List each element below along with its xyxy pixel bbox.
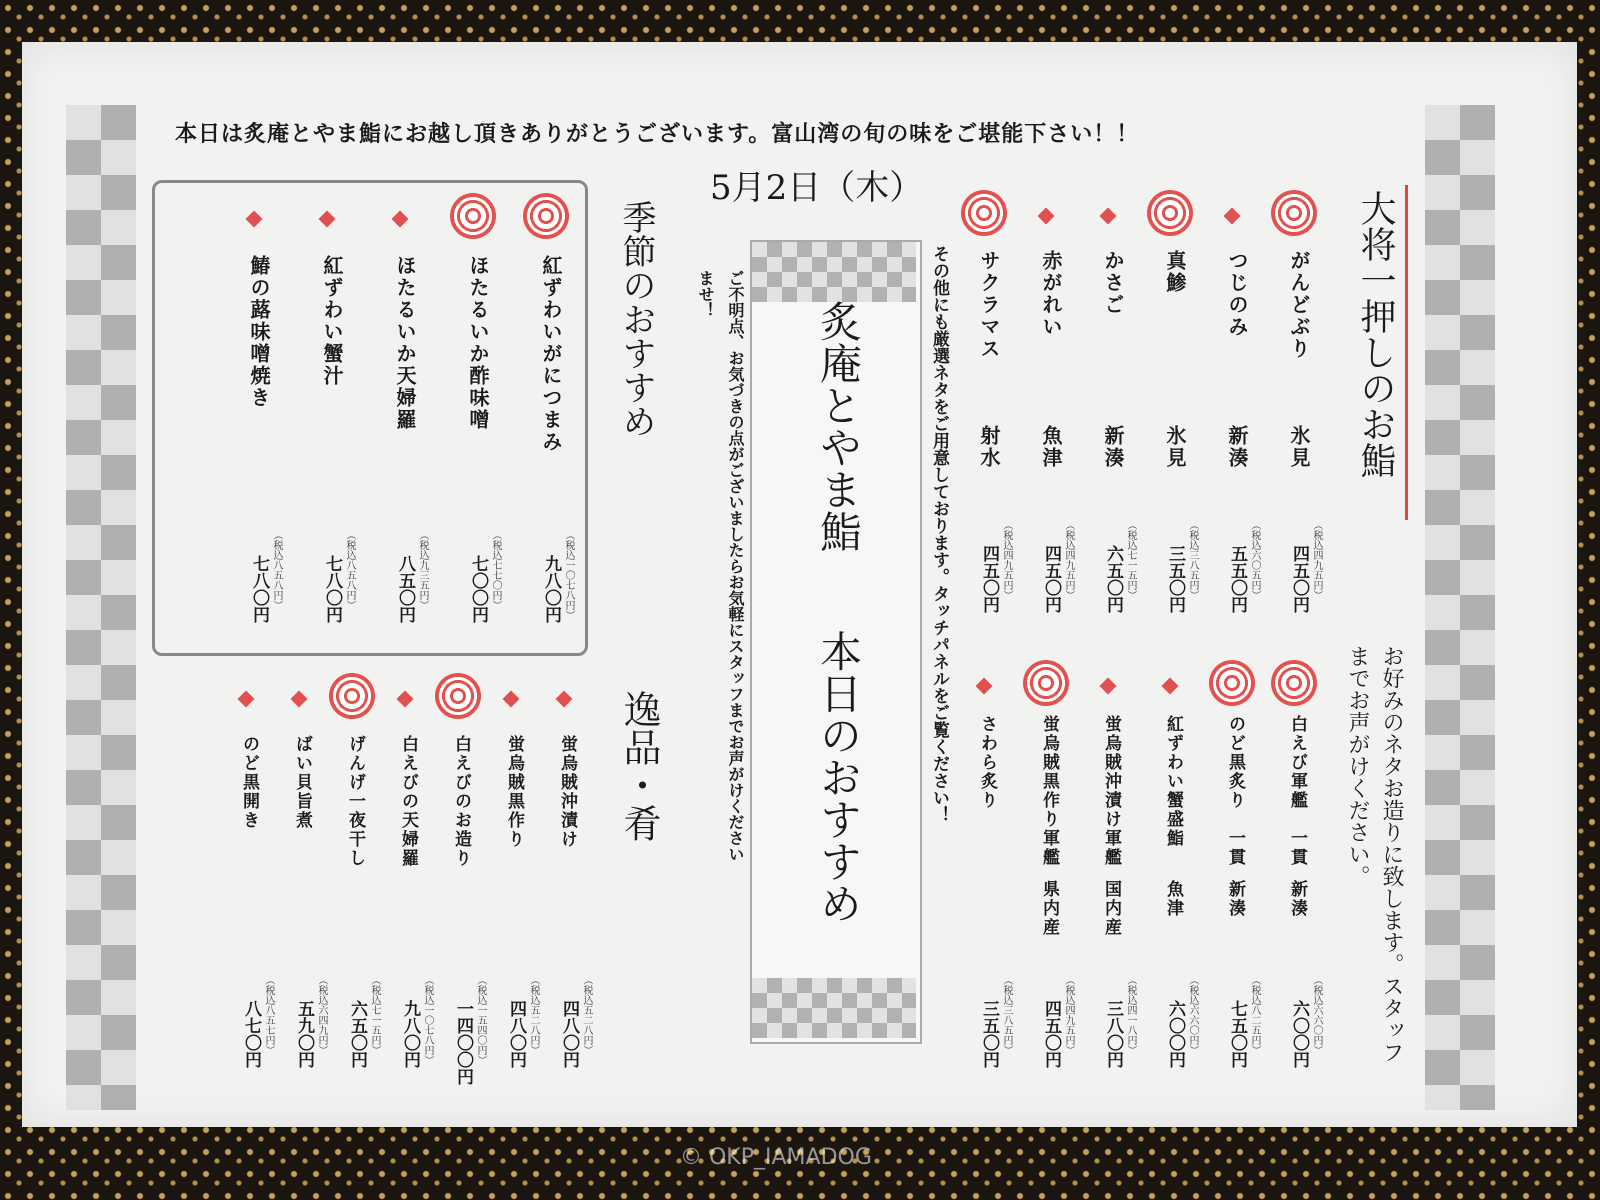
menu-item-origin: 魚津 (1039, 425, 1063, 469)
recommend-swirl-icon (435, 673, 481, 719)
menu-item-tax-price: （税込四九五円） (1063, 975, 1074, 1055)
menu-item-origin: 県内産 (1039, 880, 1059, 937)
menu-item-price: 七〇〇円 (468, 555, 488, 623)
menu-item-price: 六五〇円 (1103, 545, 1123, 613)
menu-item-origin: 射水 (977, 425, 1001, 469)
menu-item-name: 蛍烏賊黒作り (504, 735, 524, 849)
watermark: © OKP_IAMADOG (680, 1145, 872, 1170)
menu-item-name: 蛍烏賊黒作り軍艦 (1039, 715, 1059, 867)
menu-item-origin: 新湊 (1101, 425, 1125, 469)
menu-item-tax-price: （税込五二八円） (581, 975, 592, 1055)
menu-item-origin: 国内産 (1101, 880, 1121, 937)
menu-item-name: 蛍烏賊沖漬け軍艦 (1101, 715, 1121, 867)
menu-item-name: げんげ一夜干し (345, 735, 365, 868)
menu-item-name: 紅ずわい蟹汁 (320, 255, 344, 387)
menu-item-tax-price: （税込六六〇円） (1187, 975, 1198, 1055)
menu-item-tax-price: （税込三八五円） (1187, 520, 1198, 600)
left-checker-border (66, 105, 136, 1110)
menu-item-origin: 新湊 (1225, 880, 1245, 918)
menu-item-price: 六〇〇円 (1289, 1000, 1309, 1068)
menu-item-tax-price: （税込八五八円） (344, 530, 355, 610)
menu-item-origin: 新湊 (1225, 425, 1249, 469)
menu-item-price: 七八〇円 (322, 555, 342, 623)
menu-item-price: 一四〇〇円 (453, 1000, 473, 1085)
menu-item-name: 真鯵 (1163, 250, 1187, 294)
menu-item-price: 三五〇円 (1165, 545, 1185, 613)
greeting-banner: 本日は炙庵とやま鮨にお越し頂きありがとうございます。富山湾の旬の味をご堪能下さい！！ (175, 121, 1140, 147)
menu-item-price: 七五〇円 (1227, 1000, 1247, 1068)
menu-item-name: さわら炙り (977, 715, 997, 810)
recommend-swirl-icon (1271, 190, 1317, 236)
menu-item-price: 五九〇円 (294, 1000, 314, 1068)
taisho-heading-accent (1405, 185, 1408, 520)
menu-item-price: 四八〇円 (559, 1000, 579, 1068)
menu-item-name: 蛍烏賊沖漬け (557, 735, 577, 849)
menu-item-name: 鰆の蕗味噌焼き (247, 255, 271, 409)
menu-item-price: 八五〇円 (395, 555, 415, 623)
menu-item-price: 四八〇円 (506, 1000, 526, 1068)
recommend-swirl-icon (961, 190, 1007, 236)
menu-item-tax-price: （税込九三五円） (417, 530, 428, 610)
menu-item-price: 三五〇円 (979, 1000, 999, 1068)
center-panel-bottom-pattern (752, 978, 916, 1038)
menu-item-price: 五五〇円 (1227, 545, 1247, 613)
menu-item-price: 六五〇円 (347, 1000, 367, 1068)
menu-item-name: かさご (1101, 250, 1125, 316)
menu-item-tax-price: （税込七七〇円） (490, 530, 501, 610)
menu-item-tax-price: （税込五二八円） (528, 975, 539, 1055)
menu-item-price: 六〇〇円 (1165, 1000, 1185, 1068)
center-title-2: 本日のおすすめ (814, 630, 863, 924)
menu-item-tax-price: （税込八五七円） (263, 975, 274, 1055)
menu-item-name: ほたるいか天婦羅 (393, 255, 417, 431)
menu-item-name: 白えびの天婦羅 (398, 735, 418, 868)
menu-item-origin: 氷見 (1163, 425, 1187, 469)
menu-item-name: 紅ずわい蟹盛鮨 (1163, 715, 1183, 848)
menu-item-tax-price: （税込四九五円） (1063, 520, 1074, 600)
menu-item-name: 紅ずわいがにつまみ (539, 255, 563, 453)
right-checker-border (1425, 105, 1495, 1110)
menu-item-name: ばい貝旨煮 (292, 735, 312, 830)
menu-item-name: 白えび軍艦 一貫 (1287, 715, 1307, 867)
otsukuri-note: お好みのネタお造りに致します。スタッフまでお声がけください。 (1345, 645, 1404, 1063)
recommend-swirl-icon (1271, 660, 1317, 706)
menu-item-tax-price: （税込八五八円） (271, 530, 282, 610)
recommend-swirl-icon (1023, 660, 1069, 706)
menu-item-name: つじのみ (1225, 250, 1249, 338)
menu-item-name: サクラマス (977, 250, 1001, 360)
menu-item-price: 九八〇円 (400, 1000, 420, 1068)
kisetsu-heading: 季節のおすすめ (616, 200, 656, 438)
menu-item-tax-price: （税込七一五円） (369, 975, 380, 1055)
menu-item-tax-price: （税込一五四〇円） (475, 975, 486, 1065)
menu-item-name: 赤がれい (1039, 250, 1063, 338)
menu-item-name: のど黒炙り 一貫 (1225, 715, 1245, 867)
center-note: ご不明点、お気づきの点がございましたらお気軽にスタッフまでお声がけくださいませ！ (696, 270, 745, 862)
center-panel-top-pattern (752, 242, 916, 302)
menu-item-name: のど黒開き (239, 735, 259, 830)
menu-item-tax-price: （税込一〇七八円） (563, 530, 574, 620)
recommend-swirl-icon (1147, 190, 1193, 236)
date-label: 5月2日（木） (710, 168, 924, 208)
menu-item-tax-price: （税込八二五円） (1249, 975, 1260, 1055)
menu-item-price: 三八〇円 (1103, 1000, 1123, 1068)
menu-item-tax-price: （税込三八五円） (1001, 975, 1012, 1055)
menu-item-tax-price: （税込六四九円） (316, 975, 327, 1055)
menu-item-price: 八七〇円 (241, 1000, 261, 1068)
menu-item-price: 四五〇円 (1041, 545, 1061, 613)
menu-item-price: 四五〇円 (1289, 545, 1309, 613)
menu-item-tax-price: （税込七一五円） (1125, 520, 1136, 600)
menu-item-price: 九八〇円 (541, 555, 561, 623)
menu-item-tax-price: （税込六〇五円） (1249, 520, 1260, 600)
recommend-swirl-icon (329, 673, 375, 719)
menu-item-price: 四五〇円 (979, 545, 999, 613)
recommend-swirl-icon (450, 193, 496, 239)
kisetsu-box (152, 180, 588, 656)
menu-item-price: 四五〇円 (1041, 1000, 1061, 1068)
ippin-heading: 逸品・肴 (617, 690, 661, 842)
recommend-swirl-icon (1209, 660, 1255, 706)
menu-item-origin: 魚津 (1163, 880, 1183, 918)
menu-item-name: がんどぶり (1287, 250, 1311, 360)
center-title-1: 炙庵とやま鮨 (814, 300, 863, 552)
taisho-heading: 大将一押しのお鮨 (1355, 190, 1396, 478)
menu-item-name: 白えびのお造り (451, 735, 471, 868)
menu-item-tax-price: （税込一〇七八円） (422, 975, 433, 1065)
menu-item-price: 七八〇円 (249, 555, 269, 623)
other-items-note: その他にも厳選ネタをご用意しております。タッチパネルをご覧ください！ (929, 245, 949, 823)
menu-item-name: ほたるいか酢味噌 (466, 255, 490, 431)
menu-item-origin: 氷見 (1287, 425, 1311, 469)
menu-item-origin: 新湊 (1287, 880, 1307, 918)
menu-item-tax-price: （税込六六〇円） (1311, 975, 1322, 1055)
menu-item-tax-price: （税込四九五円） (1001, 520, 1012, 600)
recommend-swirl-icon (523, 193, 569, 239)
menu-item-tax-price: （税込四一八円） (1125, 975, 1136, 1055)
menu-item-tax-price: （税込四九五円） (1311, 520, 1322, 600)
